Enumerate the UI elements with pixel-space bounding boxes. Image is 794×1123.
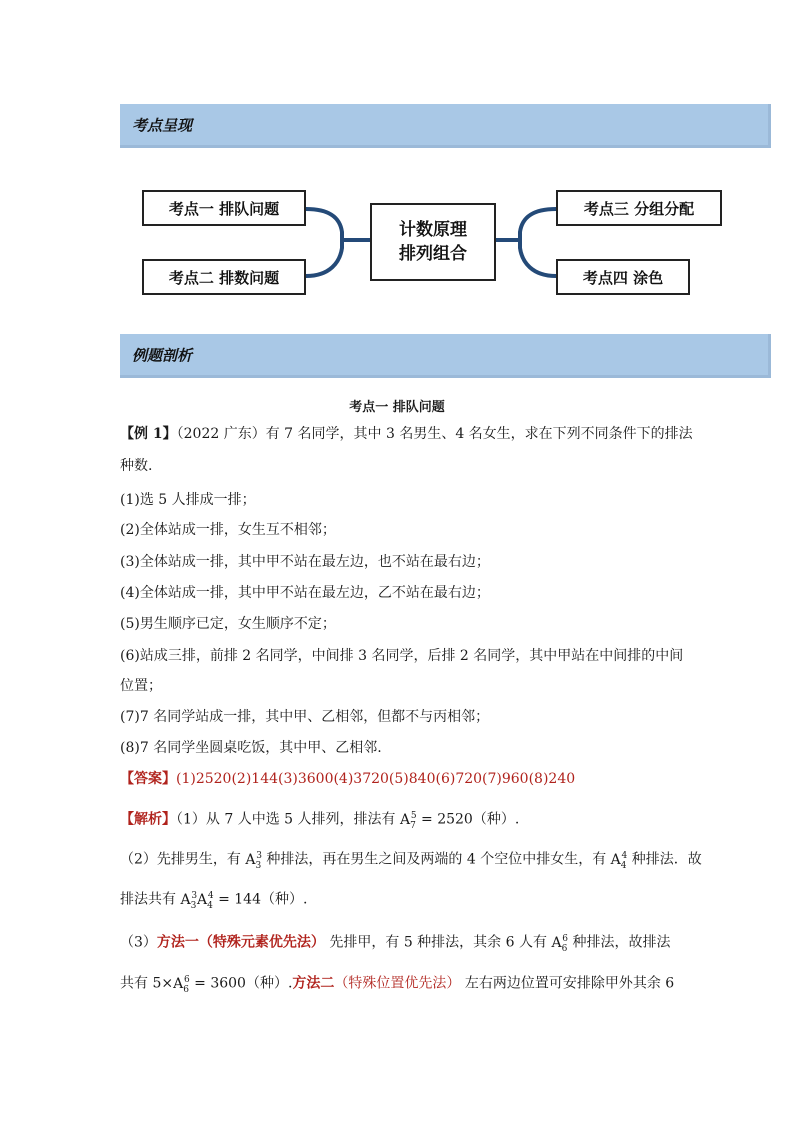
banner-title: 例题剖析 [132, 346, 193, 364]
left-bracket [306, 209, 342, 276]
analysis-p1 [120, 806, 680, 835]
question-1: (1)选 5 人排成一排； [120, 492, 256, 508]
mindmap-center-line2: 排列组合 [399, 244, 467, 264]
analysis-text: 种排法，故排法 [568, 934, 671, 951]
example-label: 【例 1】 [120, 426, 177, 442]
method-one-label: 方法一（特殊元素优先法） [156, 934, 325, 951]
example-intro-text: （2022 广东）有 7 名同学，其中 3 名男生、4 名女生，求在下列不同条件下的排法 [176, 426, 693, 442]
permutation-a66: $A_6^6$ [173, 975, 190, 995]
question-8: (8)7 名同学坐圆桌吃饭，其中甲、乙相邻. [120, 740, 382, 756]
analysis-text: 共有 5× [120, 975, 174, 992]
mindmap-k2 [142, 259, 306, 295]
answer-line [120, 769, 680, 789]
question-4: (4)全体站成一排，其中甲不站在最左边，乙不站在最右边； [120, 585, 490, 601]
mindmap-k2-label: 考点二 排数问题 [168, 268, 280, 287]
analysis-p3 [120, 929, 680, 958]
banner-title: 考点呈现 [132, 116, 193, 134]
example-intro [120, 424, 693, 444]
analysis-text: （3） [120, 934, 157, 951]
analysis-text: = 3600（种）. [189, 975, 293, 992]
question-6: (6)站成三排，前排 2 名同学，中间排 3 名同学，后排 2 名同学，其中甲站在中间排的中间 [120, 648, 684, 664]
analysis-p3-cont [120, 970, 680, 999]
answer-text: (1)2520(2)144(3)3600(4)3720(5)840(6)720(7)960(8)240 [176, 771, 576, 787]
permutation-a33a44: $A_3^3A_4^4$ [180, 891, 214, 911]
right-bracket [520, 209, 556, 276]
question-2: (2)全体站成一排，女生互不相邻； [120, 522, 336, 538]
answer-label: 【答案】 [120, 771, 176, 787]
question-6-cont: 位置； [120, 678, 162, 694]
mindmap-k3 [556, 190, 722, 226]
example-intro-cont: 种数. [120, 458, 153, 474]
analysis-text: 左右两边位置可安排除甲外其余 6 [460, 975, 675, 992]
mindmap-center [370, 203, 496, 281]
analysis-text: （2）先排男生，有 [120, 851, 246, 868]
analysis-text: 种排法，再在男生之间及两端的 4 个空位中排女生，有 [261, 851, 611, 868]
analysis-label: 【解析】 [120, 811, 176, 828]
examples-banner [120, 334, 771, 378]
analysis-p2 [120, 846, 702, 875]
analysis-text: （1）从 7 人中选 5 人排列，排法有 [176, 811, 400, 828]
mindmap-k1-label: 考点一 排队问题 [168, 199, 280, 218]
question-5: (5)男生顺序已定，女生顺序不定； [120, 616, 336, 632]
permutation-a44: $A_4^4$ [610, 851, 628, 871]
permutation-a33: $A_3^3$ [245, 851, 262, 871]
permutation-a66: $A_6^6$ [551, 934, 569, 954]
mindmap-k3-label: 考点三 分组分配 [583, 199, 695, 218]
analysis-p2-cont [120, 886, 680, 915]
method-two-desc: （特殊位置优先法） [334, 975, 461, 992]
analysis-text: 先排甲，有 5 种排法，其余 6 人有 [324, 934, 552, 951]
analysis-text: = 2520（种）. [416, 811, 520, 828]
permutation-a75: $A_7^5$ [399, 811, 417, 831]
mindmap-center-line1: 计数原理 [399, 220, 467, 240]
method-two-label: 方法二 [292, 975, 335, 992]
mindmap-k4 [556, 259, 690, 295]
analysis-text: 排法共有 [120, 891, 181, 908]
mindmap-k1 [142, 190, 306, 226]
analysis-text: = 144（种）. [213, 891, 308, 908]
question-7: (7)7 名同学站成一排，其中甲、乙相邻，但都不与丙相邻； [120, 709, 490, 725]
analysis-text: 种排法．故 [627, 851, 702, 868]
question-3: (3)全体站成一排，其中甲不站在最左边，也不站在最右边； [120, 554, 490, 570]
mindmap-k4-label: 考点四 涂色 [582, 268, 664, 287]
section-heading: 考点一 排队问题 [349, 400, 445, 415]
